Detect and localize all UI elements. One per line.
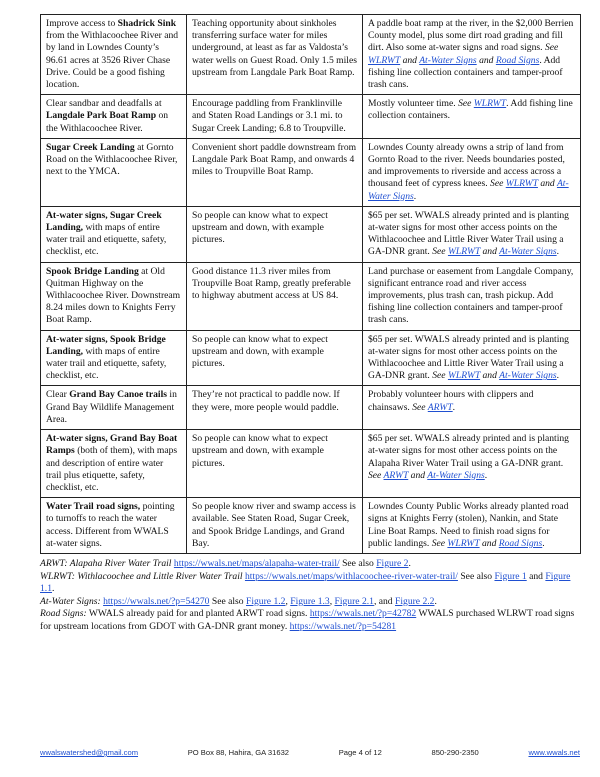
link[interactable]: Figure 1 xyxy=(494,570,527,582)
cost-notes-cell xyxy=(363,138,581,206)
bold-text: Spook Bridge Landing xyxy=(46,265,139,277)
text-run: See xyxy=(412,401,428,413)
text-run: on the Withlacoochee River. xyxy=(46,110,169,134)
table-body xyxy=(41,15,581,554)
text-run: They’re not practical to paddle now. If they were, more people would paddle. xyxy=(192,389,340,413)
text-run: . xyxy=(542,537,545,549)
document-body xyxy=(40,14,580,633)
cost-notes-cell xyxy=(363,386,581,430)
bold-text: Langdale Park Boat Ramp xyxy=(46,110,157,122)
link[interactable]: https://wwals.net/maps/alapaha-water-trail/ xyxy=(173,557,340,569)
link[interactable]: Figure 2 xyxy=(376,557,409,569)
text-run: Teaching opportunity about sinkholes transferring surface water for miles underground, at least as far as Valdosta’s water wells on Guest Road. Only 1.5 miles upstream from Langdale Park Boat Ramp. xyxy=(192,18,357,78)
text-run: Improve access to xyxy=(46,18,118,29)
bold-text: Sugar Creek Landing xyxy=(46,141,135,153)
text-run: . Add fishing line collection containers. xyxy=(368,98,573,122)
text-run: , xyxy=(285,595,291,607)
text-run: at Gornto Road on the Withlacoochee River, next to the YMCA. xyxy=(46,141,178,178)
link[interactable]: At-Water Signs xyxy=(427,469,485,481)
cost-notes-cell xyxy=(363,430,581,498)
text-run: So people know river and swamp access is available. See Staten Road, Sugar Creek, and Spook Bridge Landings, and Grand Bay. xyxy=(192,501,356,549)
link[interactable]: https://wwals.net/?p=54270 xyxy=(103,595,210,607)
link[interactable]: Road Signs xyxy=(495,54,540,66)
link[interactable]: ARWT xyxy=(383,469,409,481)
link[interactable]: WLRWT xyxy=(368,54,401,66)
footnote-line xyxy=(40,571,580,596)
text-run: . xyxy=(434,595,437,607)
text-run: See also xyxy=(209,595,246,607)
text-run: . xyxy=(452,401,456,413)
table-row xyxy=(41,138,581,206)
link[interactable]: Figure 2.1 xyxy=(334,595,374,607)
cost-notes-cell xyxy=(363,206,581,262)
text-run: at Old Quitman Highway on the Withlacoochee River. Downstream 8.24 miles down to Knights Ferry Boat Ramp. xyxy=(46,265,181,326)
text-run: and xyxy=(476,54,496,66)
footer-website-link[interactable]: www.wwals.net xyxy=(528,748,580,757)
access-points-table xyxy=(40,14,581,554)
text-run: Clear sandbar and deadfalls at xyxy=(46,98,162,110)
text-run: Convenient short paddle downstream from Langdale Park Boat Ramp, and onwards 4 miles to Troupville Boat Ramp. xyxy=(192,141,357,178)
cost-notes-cell xyxy=(363,262,581,330)
link[interactable]: At-Water Signs xyxy=(499,370,557,382)
rationale-cell xyxy=(187,386,363,430)
text-run: $65 per set. WWALS already printed and is planting at-water signs for most other access points on the Withlacoochee and Little River Water Trail using a GA-DNR grant. xyxy=(368,209,569,258)
footnotes xyxy=(40,558,580,634)
cost-notes-cell xyxy=(363,498,581,554)
text-run: See xyxy=(432,370,448,382)
text-run: , and xyxy=(373,595,396,607)
text-run: See xyxy=(431,537,448,549)
text-run: Encourage paddling from Franklinville and Staten Road Landings or 3.1 mi. to Sugar Creek Landing; 6.8 to Troupville. xyxy=(192,98,346,134)
location-cell xyxy=(41,15,187,95)
text-run: See xyxy=(544,42,559,54)
link[interactable]: At-Water Signs xyxy=(499,246,557,258)
bold-text: Shadrick Sink xyxy=(117,18,177,29)
location-cell xyxy=(41,430,187,498)
location-cell xyxy=(41,95,187,139)
text-run: See also xyxy=(457,570,495,582)
location-cell xyxy=(41,330,187,386)
text-run: . xyxy=(413,190,417,202)
cost-notes-cell xyxy=(363,15,581,95)
link[interactable]: Figure 1.3 xyxy=(290,595,330,607)
location-cell xyxy=(41,386,187,430)
text-run: So people can know what to expect upstream and down, with example pictures. xyxy=(192,433,328,469)
text-run: WLRWT: Withlacoochee and Little River Water Trail xyxy=(40,570,243,582)
text-run: See xyxy=(490,178,506,190)
text-run: . Add fishing line collection containers and tamper-proof trash cans. xyxy=(368,54,563,91)
text-run: . xyxy=(408,557,411,569)
text-run: Good distance 11.3 river miles from Troupville Boat Ramp, greatly preferable to highway abutment access at US 84. xyxy=(192,265,351,302)
text-run: See xyxy=(368,469,384,481)
link[interactable]: https://wwals.net/maps/withlacoochee-river-water-trail/ xyxy=(244,570,458,582)
bold-text: Grand Bay Canoe trails xyxy=(69,389,167,401)
link[interactable]: https://wwals.net/?p=54281 xyxy=(289,620,397,632)
text-run: A paddle boat ramp at the river, in the $2,000 Berrien County model, plus some dirt road grading and fill dirt. Also some at-water signs and road signs. xyxy=(368,18,574,54)
text-run: Probably volunteer hours with clippers and chainsaws. xyxy=(368,389,534,413)
text-run: $65 per set. WWALS already printed and is planting at-water signs for most other access points on the Withlacoochee and Little River Water Trail using a GA-DNR grant. xyxy=(368,333,569,382)
location-cell xyxy=(41,138,187,206)
text-run: and xyxy=(526,570,546,582)
bold-text: Water Trail road signs, xyxy=(46,501,141,513)
location-cell xyxy=(41,206,187,262)
text-run: Land purchase or easement from Langdale Company, significant entrance road and river access improvements, plus trash can, trash pickup. Add fishing line collection containers and tamper-proof trash cans. xyxy=(368,265,574,326)
text-run: pointing to turnoffs to reach the water access. Different from WWALS at-water signs. xyxy=(46,501,175,549)
table-row xyxy=(41,262,581,330)
text-run: and xyxy=(537,178,557,190)
table-row xyxy=(41,498,581,554)
link[interactable]: Figure 1.1 xyxy=(40,570,571,595)
footer-phone: 850-290-2350 xyxy=(431,748,479,757)
text-run: Lowndes County already owns a strip of land from Gornto Road to the river. Needs boundaries posted, and improvements to riverside and access across a thousand feet of cypress knees. xyxy=(368,141,565,190)
footer-page-number: Page 4 of 12 xyxy=(338,748,382,757)
table-row xyxy=(41,206,581,262)
footnote-line xyxy=(40,608,580,633)
text-run: (both of them), with maps and description of entire water trail plus etiquette, safety, checklist, etc. xyxy=(46,445,178,493)
text-run: ARWT: Alapaha River Water Trail xyxy=(40,557,172,569)
text-run: from the Withlacoochee River and by land in Lowndes County’s 96.61 acres at 3526 River Chase Drive. Could be a good fishing location. xyxy=(46,30,179,91)
footer-address: PO Box 88, Hahira, GA 31632 xyxy=(187,748,290,757)
bold-text: At-water signs, Grand Bay Boat Ramps xyxy=(46,433,178,457)
link[interactable]: https://wwals.net/?p=42782 xyxy=(309,608,417,620)
text-run: So people can know what to expect upstream and down, with example pictures. xyxy=(192,333,328,370)
link[interactable]: WLRWT xyxy=(447,537,480,549)
rationale-cell xyxy=(187,330,363,386)
text-run: At-Water Signs: xyxy=(40,595,101,607)
link[interactable]: ARWT xyxy=(427,401,453,413)
text-run: See xyxy=(458,98,474,110)
link[interactable]: Figure 1.2 xyxy=(246,595,286,607)
text-run: . xyxy=(556,246,560,258)
text-run: with maps of entire water trail and etiquette, safety, checklist, etc. xyxy=(46,345,167,382)
text-run: and xyxy=(408,469,428,481)
text-run: WWALS already paid for and planted ARWT road signs. xyxy=(86,608,310,620)
text-run: , xyxy=(329,595,335,607)
text-run: . xyxy=(484,469,488,481)
table-row xyxy=(41,15,581,95)
text-run: $65 per set. WWALS already printed and is planting at-water signs for most other access points on the Alapaha River Water Trail using a GA-DNR grant. xyxy=(368,433,569,469)
text-run: Mostly volunteer time. xyxy=(368,98,459,110)
table-row xyxy=(41,430,581,498)
link[interactable]: WLRWT xyxy=(447,370,481,382)
page-footer xyxy=(40,748,580,757)
text-run: and xyxy=(479,537,499,549)
table-row xyxy=(41,330,581,386)
location-cell xyxy=(41,262,187,330)
link[interactable]: Road Signs xyxy=(498,537,543,549)
text-run: and xyxy=(400,54,420,66)
link[interactable]: WLRWT xyxy=(473,98,507,110)
bold-text: At-water signs, Spook Bridge Landing, xyxy=(46,333,166,357)
text-run: . xyxy=(556,370,560,382)
rationale-cell xyxy=(187,138,363,206)
footnote-line xyxy=(40,596,580,609)
text-run: Road Signs: xyxy=(40,608,87,620)
text-run: See also xyxy=(339,557,377,569)
rationale-cell xyxy=(187,95,363,139)
link[interactable]: At-Water Signs xyxy=(419,54,477,66)
text-run: and xyxy=(480,370,500,382)
location-cell xyxy=(41,498,187,554)
link[interactable]: Figure 2.2 xyxy=(395,595,435,607)
rationale-cell xyxy=(187,430,363,498)
link[interactable]: WLRWT xyxy=(447,246,481,258)
text-run: . xyxy=(52,583,55,595)
footnote-line xyxy=(40,558,580,571)
table-row xyxy=(41,95,581,139)
text-run: with maps of entire water trail and etiquette, safety, checklist, etc. xyxy=(46,222,167,258)
text-run: in Grand Bay Wildlife Management Area. xyxy=(46,389,177,425)
bold-text: At-water signs, Sugar Creek Landing, xyxy=(46,209,162,234)
rationale-cell xyxy=(187,206,363,262)
table-row xyxy=(41,386,581,430)
text-run: and xyxy=(480,246,500,258)
footer-email-link[interactable]: wwalswatershed@gmail.com xyxy=(40,748,139,757)
text-run: So people can know what to expect upstream and down, with example pictures. xyxy=(192,209,328,246)
link[interactable]: WLRWT xyxy=(505,178,538,190)
link[interactable]: At-Water Signs xyxy=(368,178,569,202)
text-run: WWALS purchased WLRWT road signs for upstream locations from GDOT with GA-DNR grant money. xyxy=(40,608,575,632)
text-run: See xyxy=(432,246,448,258)
rationale-cell xyxy=(187,15,363,95)
text-run: Clear xyxy=(46,389,70,401)
rationale-cell xyxy=(187,498,363,554)
cost-notes-cell xyxy=(363,330,581,386)
text-run: Lowndes County Public Works already planted road signs at Knights Ferry (stolen), Nankin, and State Line Boat Ramps. Need to finish road signs for public landings. xyxy=(368,501,569,549)
cost-notes-cell xyxy=(363,95,581,139)
rationale-cell xyxy=(187,262,363,330)
